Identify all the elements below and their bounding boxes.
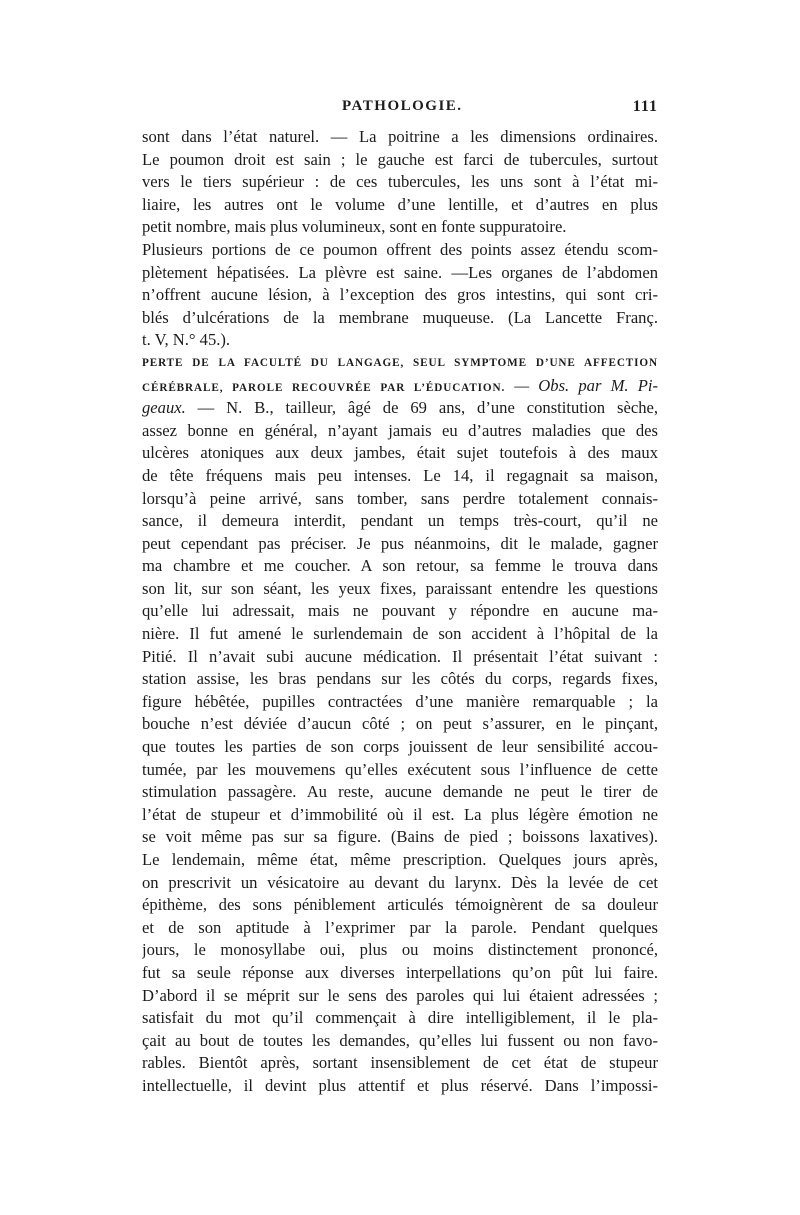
previous-article-end: [142, 126, 658, 352]
text-line: Le poumon droit est sain ; le gauche est farci de tubercules, surtout: [142, 149, 658, 169]
text-line: Le lendemain, même état, même prescription. Quelques jours après,: [142, 850, 658, 869]
text-line: ulcères atoniques aux deux jambes, était sujet toutefois à des maux: [142, 443, 658, 463]
observation-author: — Obs. par M. Pi-: [505, 375, 658, 395]
text-line: lorsqu’à peine arrivé, sans tomber, sans perdre totalement connais-: [142, 488, 658, 508]
text-line: rables. Bientôt après, sortant insensiblement de cet état de stupeur: [142, 1053, 658, 1073]
text-line: station assise, les bras pendans sur les côtés du corps, regards fixes,: [142, 669, 658, 689]
text-line: liaire, les autres ont le volume d’une lentille, et d’autres en plus: [142, 194, 658, 214]
article-text: [142, 420, 658, 1098]
page-header: [342, 98, 658, 124]
article-byline-line: [142, 397, 658, 420]
text-line: qu’elle lui adressait, mais ne pouvant y répondre en aucune ma-: [142, 601, 658, 621]
text-line: D’abord il se méprit sur le sens des paroles qui lui étaient adressées ;: [142, 985, 658, 1005]
running-title: PATHOLOGIE.: [342, 98, 463, 114]
text-line: peut cependant pas préciser. Je pus néanmoins, dit le malade, gagner: [142, 533, 658, 553]
text-line: stimulation passagère. Au reste, aucune demande ne peut le tirer de: [142, 782, 658, 802]
text-line: tumée, par les mouvemens qu’elles exécutent sous l’influence de cette: [142, 759, 658, 779]
text-line: petit nombre, mais plus volumineux, sont en fonte suppuratoire.: [142, 217, 567, 237]
text-line: son lit, sur son séant, les yeux fixes, paraissant entendre les questions: [142, 578, 658, 598]
text-line: bouche n’est déviée d’aucun côté ; on peut s’assurer, en le pinçant,: [142, 714, 658, 734]
page-body: [142, 126, 658, 1098]
text-line: çait au bout de toutes les demandes, qu’elles lui fussent ou non favo-: [142, 1030, 658, 1050]
article-heading: [142, 352, 658, 420]
text-line: de tête fréquens mais peu intenses. Le 14, il regagnait sa maison,: [142, 465, 658, 485]
text-line: ma chambre et me coucher. A son retour, sa femme le trouva dans: [142, 556, 658, 576]
text-line: satisfait du mot qu’il commençait à dire intelligiblement, il le pla-: [142, 1008, 658, 1028]
text-line: assez bonne en général, n’ayant jamais eu d’autres maladies que des: [142, 420, 658, 440]
article-title-caps: CÉRÉBRALE, PAROLE RECOUVRÉE PAR L’ÉDUCATION.: [142, 381, 506, 394]
text-line: et de son aptitude à l’exprimer par la parole. Pendant quelques: [142, 917, 658, 937]
text-line: blés d’ulcérations de la membrane muqueuse. (La Lancette Franç.: [142, 307, 658, 327]
article-title-line: [142, 375, 658, 398]
text-line: sont dans l’état naturel. — La poitrine a les dimensions ordinaires.: [142, 127, 658, 146]
text-line: jours, le monosyllabe oui, plus ou moins distinctement prononcé,: [142, 940, 658, 960]
text-line: intellectuelle, il devint plus attentif et plus réservé. Dans l’impossi-: [142, 1075, 658, 1095]
page-number: 111: [632, 98, 658, 115]
text-line: fut sa seule réponse aux diverses interpellations qu’on pût lui faire.: [142, 962, 658, 982]
author-name-end: geaux.: [142, 398, 186, 418]
text-line: épithème, des sons péniblement articulés témoignèrent de sa douleur: [142, 895, 658, 915]
text-line: vers le tiers supérieur : de ces tubercules, les uns sont à l’état mi-: [142, 172, 658, 192]
text-line: t. V, N.° 45.).: [142, 330, 231, 350]
text-line: figure hébêtée, pupilles contractées d’une manière remarquable ; la: [142, 691, 658, 711]
text-line: sance, il demeura interdit, pendant un temps très-court, qu’il ne: [142, 511, 658, 531]
text-line: on prescrivit un vésicatoire au devant du larynx. Dès la levée de cet: [142, 872, 658, 892]
text-line: que toutes les parties de son corps jouissent de leur sensibilité accou-: [142, 737, 658, 757]
text-line: se voit même pas sur sa figure. (Bains de pied ; boissons laxatives).: [142, 827, 658, 847]
text-line: plètement hépatisées. La plèvre est saine. —Les organes de l’abdomen: [142, 262, 658, 282]
text-line: nière. Il fut amené le surlendemain de son accident à l’hôpital de la: [142, 624, 658, 644]
article-title-line: PERTE DE LA FACULTÉ DU LANGAGE, SEUL SYMPTOME D’UNE AFFECTION: [142, 356, 658, 369]
text-line: l’état de stupeur et d’immobilité où il est. La plus légère émotion ne: [142, 804, 658, 824]
text-line: n’offrent aucune lésion, à l’exception des gros intestins, qui sont cri-: [142, 285, 658, 305]
text-line: Pitié. Il n’avait subi aucune médication. Il présentait l’état suivant :: [142, 646, 658, 666]
text-line: Plusieurs portions de ce poumon offrent des points assez étendu scom-: [142, 239, 658, 259]
byline-text: — N. B., tailleur, âgé de 69 ans, d’une constitution sèche,: [185, 398, 658, 418]
